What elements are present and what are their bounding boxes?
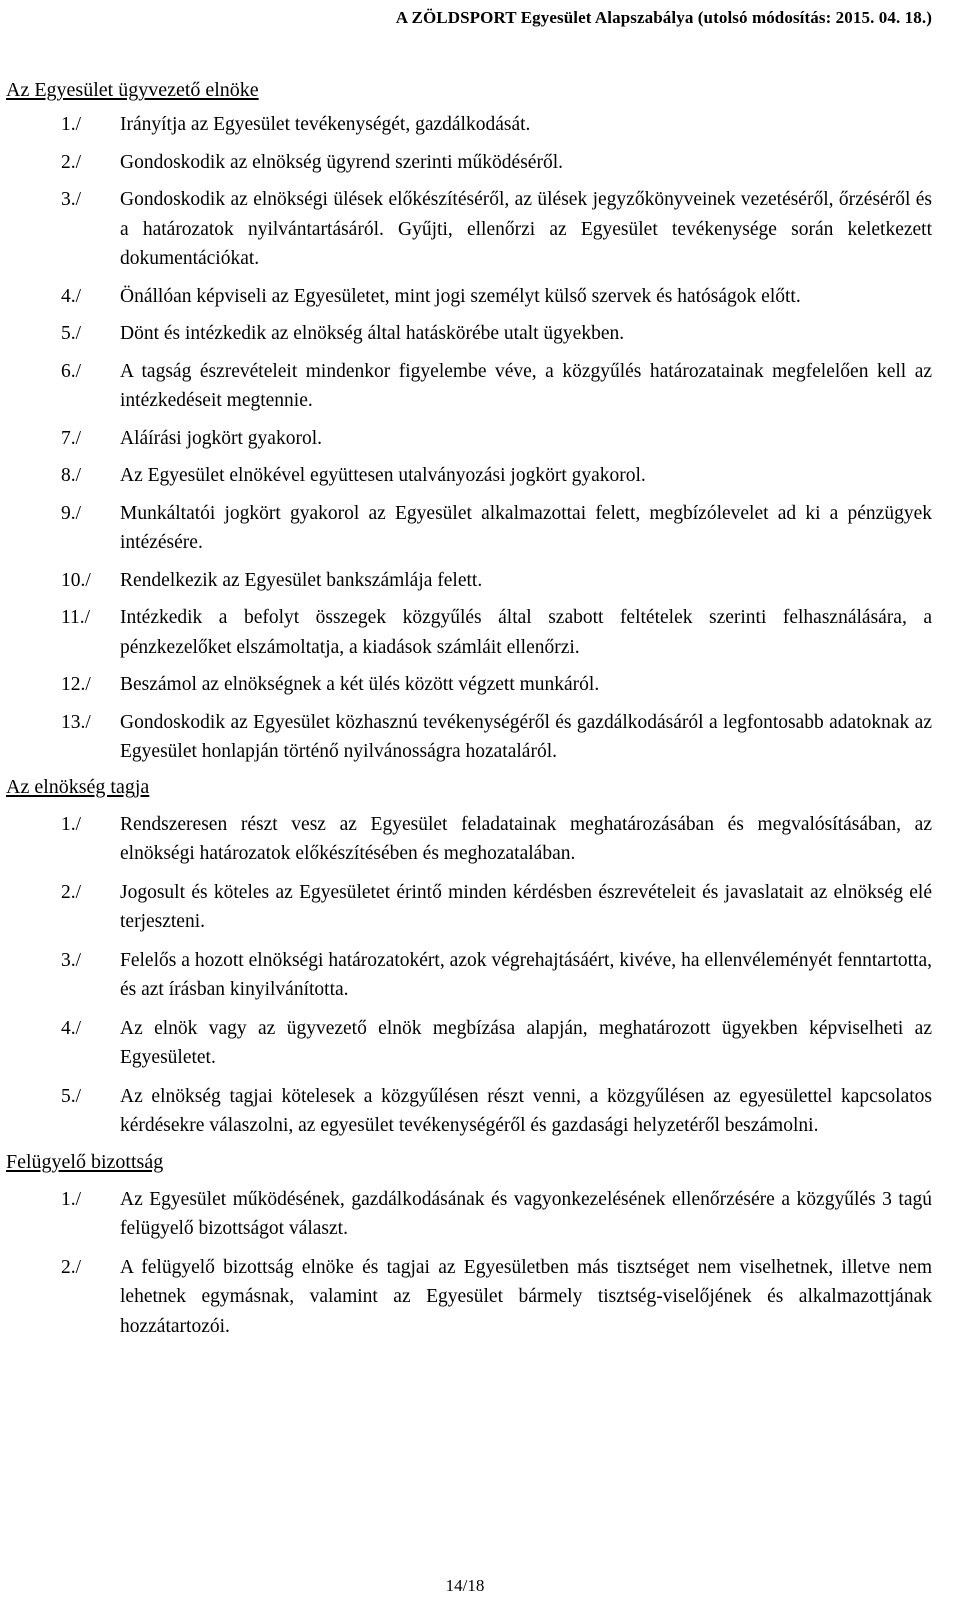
item-number: 4./ <box>61 1017 82 1039</box>
list-item <box>6 357 932 416</box>
list-item <box>6 708 932 767</box>
document-body <box>6 78 932 1350</box>
item-number: 2./ <box>61 1256 82 1278</box>
item-number: 11./ <box>61 607 91 628</box>
item-text: Az Egyesület elnökével együttesen utalványozási jogkört gyakorol. <box>120 465 646 486</box>
list-item <box>6 1014 932 1073</box>
item-text: Beszámol az elnökségnek a két ülés között végzett munkáról. <box>120 674 600 695</box>
item-text: Munkáltatói jogkört gyakorol az Egyesület alkalmazottai felett, megbízólevelet ad ki a pénzügyek intézésére. <box>120 502 932 553</box>
item-number: 1./ <box>61 114 82 135</box>
item-number: 2./ <box>61 881 82 903</box>
item-text: Aláírási jogkört gyakorol. <box>120 427 322 449</box>
item-number: 3./ <box>61 189 82 210</box>
section-heading-board-member: Az elnökség tagja <box>6 775 150 798</box>
item-number: 3./ <box>61 949 82 971</box>
list-item <box>6 1253 932 1342</box>
list-item <box>6 185 932 274</box>
item-text: Felelős a hozott elnökségi határozatokért, azok végrehajtásáért, kivéve, ha ellenvéleményét fenntartotta, és azt írásban kinyilvánította. <box>120 949 932 1000</box>
item-number: 13./ <box>61 711 91 733</box>
item-number: 8./ <box>61 465 82 486</box>
item-text: Gondoskodik az elnökség ügyrend szerinti működéséről. <box>120 151 563 173</box>
item-number: 5./ <box>61 323 82 344</box>
item-text: Rendszeresen részt vesz az Egyesület feladatainak meghatározásában és megvalósításában, az elnökségi határozatok előkészítésében és meghozatalában. <box>120 813 932 864</box>
list-item <box>6 461 932 491</box>
item-number: 12./ <box>61 674 91 695</box>
item-text: Intézkedik a befolyt összegek közgyűlés által szabott feltételek szerinti felhasználására, a pénzkezelőket elszámoltatja, a kiadások számláit ellenőrzi. <box>120 607 932 658</box>
item-text: Gondoskodik az elnökségi ülések előkészítéséről, az ülések jegyzőkönyveinek vezetéséről, őrzéséről és a határozatok nyilvántartásáról. Gyűjti, ellenőrzi az Egyesület tevékenysége során keletkezett dokumentációkat. <box>120 189 932 269</box>
list-item <box>6 946 932 1005</box>
list-item <box>6 499 932 558</box>
item-text: A felügyelő bizottság elnöke és tagjai az Egyesületben más tisztséget nem viselhetnek, illetve nem lehetnek egymásnak, valamint az Egyesület bármely tisztség-viselőjének és alkalmazottjának hozzátartozói. <box>120 1256 932 1337</box>
list-item <box>6 148 932 178</box>
item-number: 1./ <box>61 813 82 835</box>
section-heading-supervisory-board: Felügyelő bizottság <box>6 1150 164 1173</box>
item-number: 1./ <box>61 1188 82 1210</box>
item-number: 10./ <box>61 569 91 591</box>
list-item <box>6 319 932 349</box>
executive-president-list <box>6 110 932 767</box>
section-heading-executive-president: Az Egyesület ügyvezető elnöke <box>6 79 259 101</box>
page-number: 14/18 <box>445 1576 485 1595</box>
page-header: A ZÖLDSPORT Egyesület Alapszabálya (utolsó módosítás: 2015. 04. 18.) <box>395 8 932 27</box>
list-item <box>6 424 932 454</box>
item-text: Az elnökség tagjai kötelesek a közgyűlésen részt venni, a közgyűlésen az egyesülettel kapcsolatos kérdésekre válaszolni, az egyesület tevékenységéről és gazdasági helyzetéről beszámolni. <box>120 1085 932 1136</box>
item-number: 5./ <box>61 1085 82 1107</box>
item-text: Rendelkezik az Egyesület bankszámlája felett. <box>120 569 483 591</box>
item-text: Az elnök vagy az ügyvezető elnök megbízása alapján, meghatározott ügyekben képviselheti az Egyesületet. <box>120 1017 932 1068</box>
item-text: Önállóan képviseli az Egyesületet, mint jogi személyt külső szervek és hatóságok előtt. <box>120 285 801 307</box>
item-text: Az Egyesület működésének, gazdálkodásának és vagyonkezelésének ellenőrzésére a közgyűlés 3 tagú felügyelő bizottságot választ. <box>120 1188 932 1239</box>
item-text: A tagság észrevételeit mindenkor figyelembe véve, a közgyűlés határozatainak megfelelően kell az intézkedéseit megtennie. <box>120 360 932 411</box>
list-item <box>6 1082 932 1141</box>
item-text: Irányítja az Egyesület tevékenységét, gazdálkodását. <box>120 114 531 135</box>
list-item <box>6 810 932 869</box>
supervisory-board-list <box>6 1185 932 1342</box>
item-text: Jogosult és köteles az Egyesületet érintő minden kérdésben észrevételeit és javaslatait az elnökség elé terjeszteni. <box>120 881 932 932</box>
list-item <box>6 878 932 937</box>
item-number: 9./ <box>61 502 82 524</box>
item-number: 4./ <box>61 285 82 307</box>
list-item <box>6 282 932 312</box>
item-number: 2./ <box>61 151 82 173</box>
item-text: Dönt és intézkedik az elnökség által hatáskörébe utalt ügyekben. <box>120 323 625 344</box>
list-item <box>6 566 932 596</box>
list-item <box>6 603 932 662</box>
item-number: 6./ <box>61 360 82 382</box>
list-item <box>6 670 932 700</box>
item-text: Gondoskodik az Egyesület közhasznú tevékenységéről és gazdálkodásáról a legfontosabb adatoknak az Egyesület honlapján történő nyilvánosságra hozataláról. <box>120 711 932 762</box>
list-item <box>6 110 932 140</box>
list-item <box>6 1185 932 1244</box>
item-number: 7./ <box>61 427 82 449</box>
board-member-list <box>6 810 932 1141</box>
